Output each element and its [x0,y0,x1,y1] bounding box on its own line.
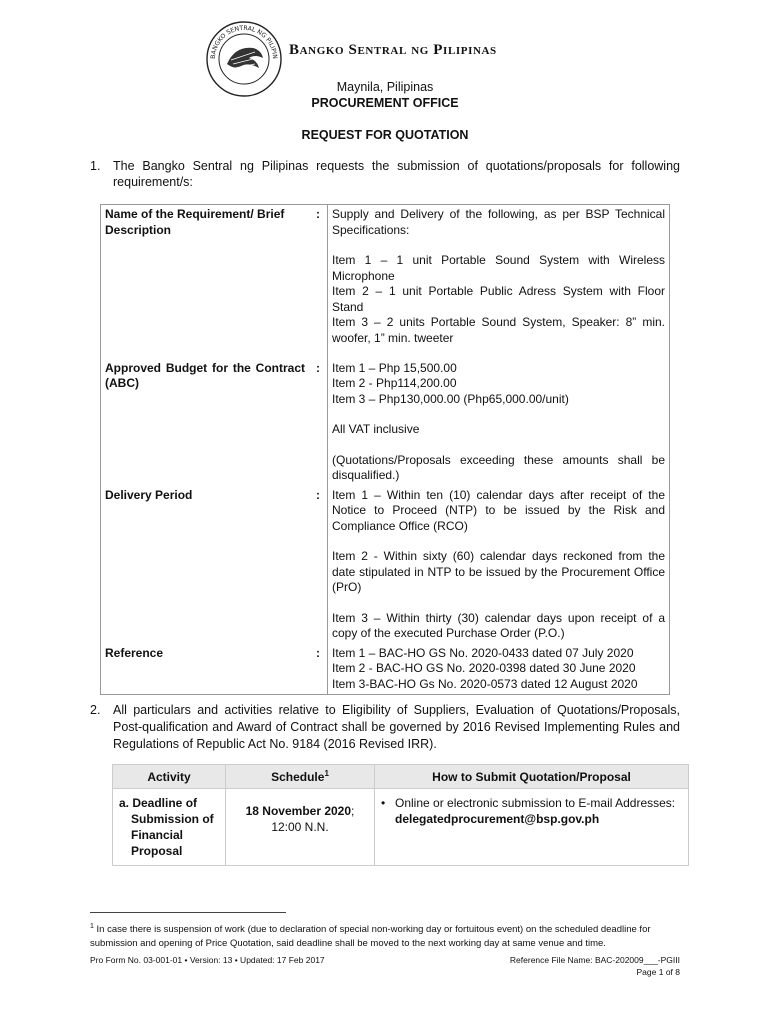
abc-vat: All VAT inclusive [332,422,420,436]
email-address[interactable]: delegatedprocurement@bsp.gov.ph [395,812,600,826]
colon: : [316,360,320,375]
abc-label: Approved Budget for the Contract (ABC) [105,360,305,390]
colon: : [316,207,320,221]
requirement-item1: Item 1 – 1 unit Portable Sound System with Wireless Microphone [332,253,665,283]
reference-label: Reference [105,645,164,660]
item2-text: All particulars and activities relative to Eligibility of Suppliers, Evaluation of Quotations/Proposals, Post-qualification and Award of Contract shall be governed by 2016 Revised Implementing Rules and Regulations of Republic Act No. 9184 (2016 Revised IRR). [113,703,680,751]
reference-value [328,644,670,695]
requirement-item2: Item 2 – 1 unit Portable Public Adress System with Floor Stand [332,284,665,314]
abc-value [328,359,670,486]
table-row [101,486,670,644]
footnote-mark: 1 [90,923,94,930]
schedule-date: 18 November 2020 [245,804,352,818]
activity-text: a. Deadline of Submission of Financial Proposal [119,796,214,858]
requirements-table [100,204,670,695]
table-row [101,644,670,695]
table-row [101,205,670,359]
org-name: Bangko Sentral ng Pilipinas [289,42,497,58]
delivery-label: Delivery Period [105,487,193,502]
header-schedule-label: Schedule [271,770,325,784]
item1-number: 1. [90,159,101,173]
delivery-item3: Item 3 – Within thirty (30) calendar days upon receipt of a copy of the executed Purchase Order (P.O.) [332,610,665,640]
schedule-cell [226,789,375,866]
reference-item1: Item 1 – BAC-HO GS No. 2020-0433 dated 07 July 2020 [332,645,634,660]
table-header-row [113,765,689,789]
reference-file: Reference File Name: BAC-202009___-PGIII [509,955,680,965]
header-how: How to Submit Quotation/Proposal [375,765,689,789]
requirement-item3: Item 3 – 2 units Portable Sound System, Speaker: 8” min. woofer, 1” min. tweeter [332,315,665,345]
footnote-divider [90,912,286,913]
svg-text:BANGKO SENTRAL NG PILIPINAS: BANGKO SENTRAL NG PILIPIN [209,24,279,60]
header-schedule [226,765,375,789]
footnote-ref: 1 [324,769,329,778]
footnote-text: In case there is suspension of work (due to declaration of special non-working day or fortuitous event) on the scheduled deadline for submission and opening of Price Quotation, said deadline shall be moved to the next working day at same venue and time. [90,924,651,950]
delivery-item2: Item 2 - Within sixty (60) calendar days reckoned from the date stipulated in NTP to be issued by the Procurement Office (PrO) [332,549,665,594]
delivery-item1: Item 1 – Within ten (10) calendar days after receipt of the Notice to Proceed (NTP) to be issued by the Risk and Compliance Office (RCO) [332,487,665,533]
item1-text: The Bangko Sentral ng Pilipinas requests the submission of quotations/proposals for following requirement/s: [113,159,680,189]
bullet: • [381,796,386,810]
reference-item3: Item 3-BAC-HO Gs No. 2020-0573 dated 12 August 2020 [332,676,638,691]
abc-item3: Item 3 – Php130,000.00 (Php65,000.00/unit) [332,391,569,406]
page-number: Page 1 of 8 [636,967,680,977]
how-cell [375,789,689,866]
header-activity: Activity [113,765,226,789]
office-line: PROCUREMENT OFFICE [311,96,459,110]
activity-cell [113,789,226,866]
schedule-time: 12:00 N.N. [271,820,329,834]
form-info: Pro Form No. 03-001-01 • Version: 13 • Updated: 17 Feb 2017 [90,955,325,965]
requirement-value [328,205,670,359]
table-row [113,789,689,866]
requirement-label: Name of the Requirement/ Brief Description [105,207,285,237]
activity-table [112,764,689,866]
requirement-intro: Supply and Delivery of the following, as per BSP Technical Specifications: [332,207,665,237]
colon: : [316,645,320,660]
abc-item1: Item 1 – Php 15,500.00 [332,360,457,375]
document-title: REQUEST FOR QUOTATION [301,128,469,142]
footnote [90,920,680,951]
reference-item2: Item 2 - BAC-HO GS No. 2020-0398 dated 30 June 2020 [332,661,636,675]
schedule-date-suffix: ; [351,804,355,818]
delivery-value [328,486,670,644]
table-row [101,359,670,486]
item2-number: 2. [90,703,101,717]
colon: : [316,487,320,502]
abc-note: (Quotations/Proposals exceeding these amounts shall be disqualified.) [332,452,665,482]
city-line: Maynila, Pilipinas [336,80,434,94]
how-text: Online or electronic submission to E-mail Addresses: [395,796,676,810]
abc-item2: Item 2 - Php114,200.00 [332,376,457,390]
